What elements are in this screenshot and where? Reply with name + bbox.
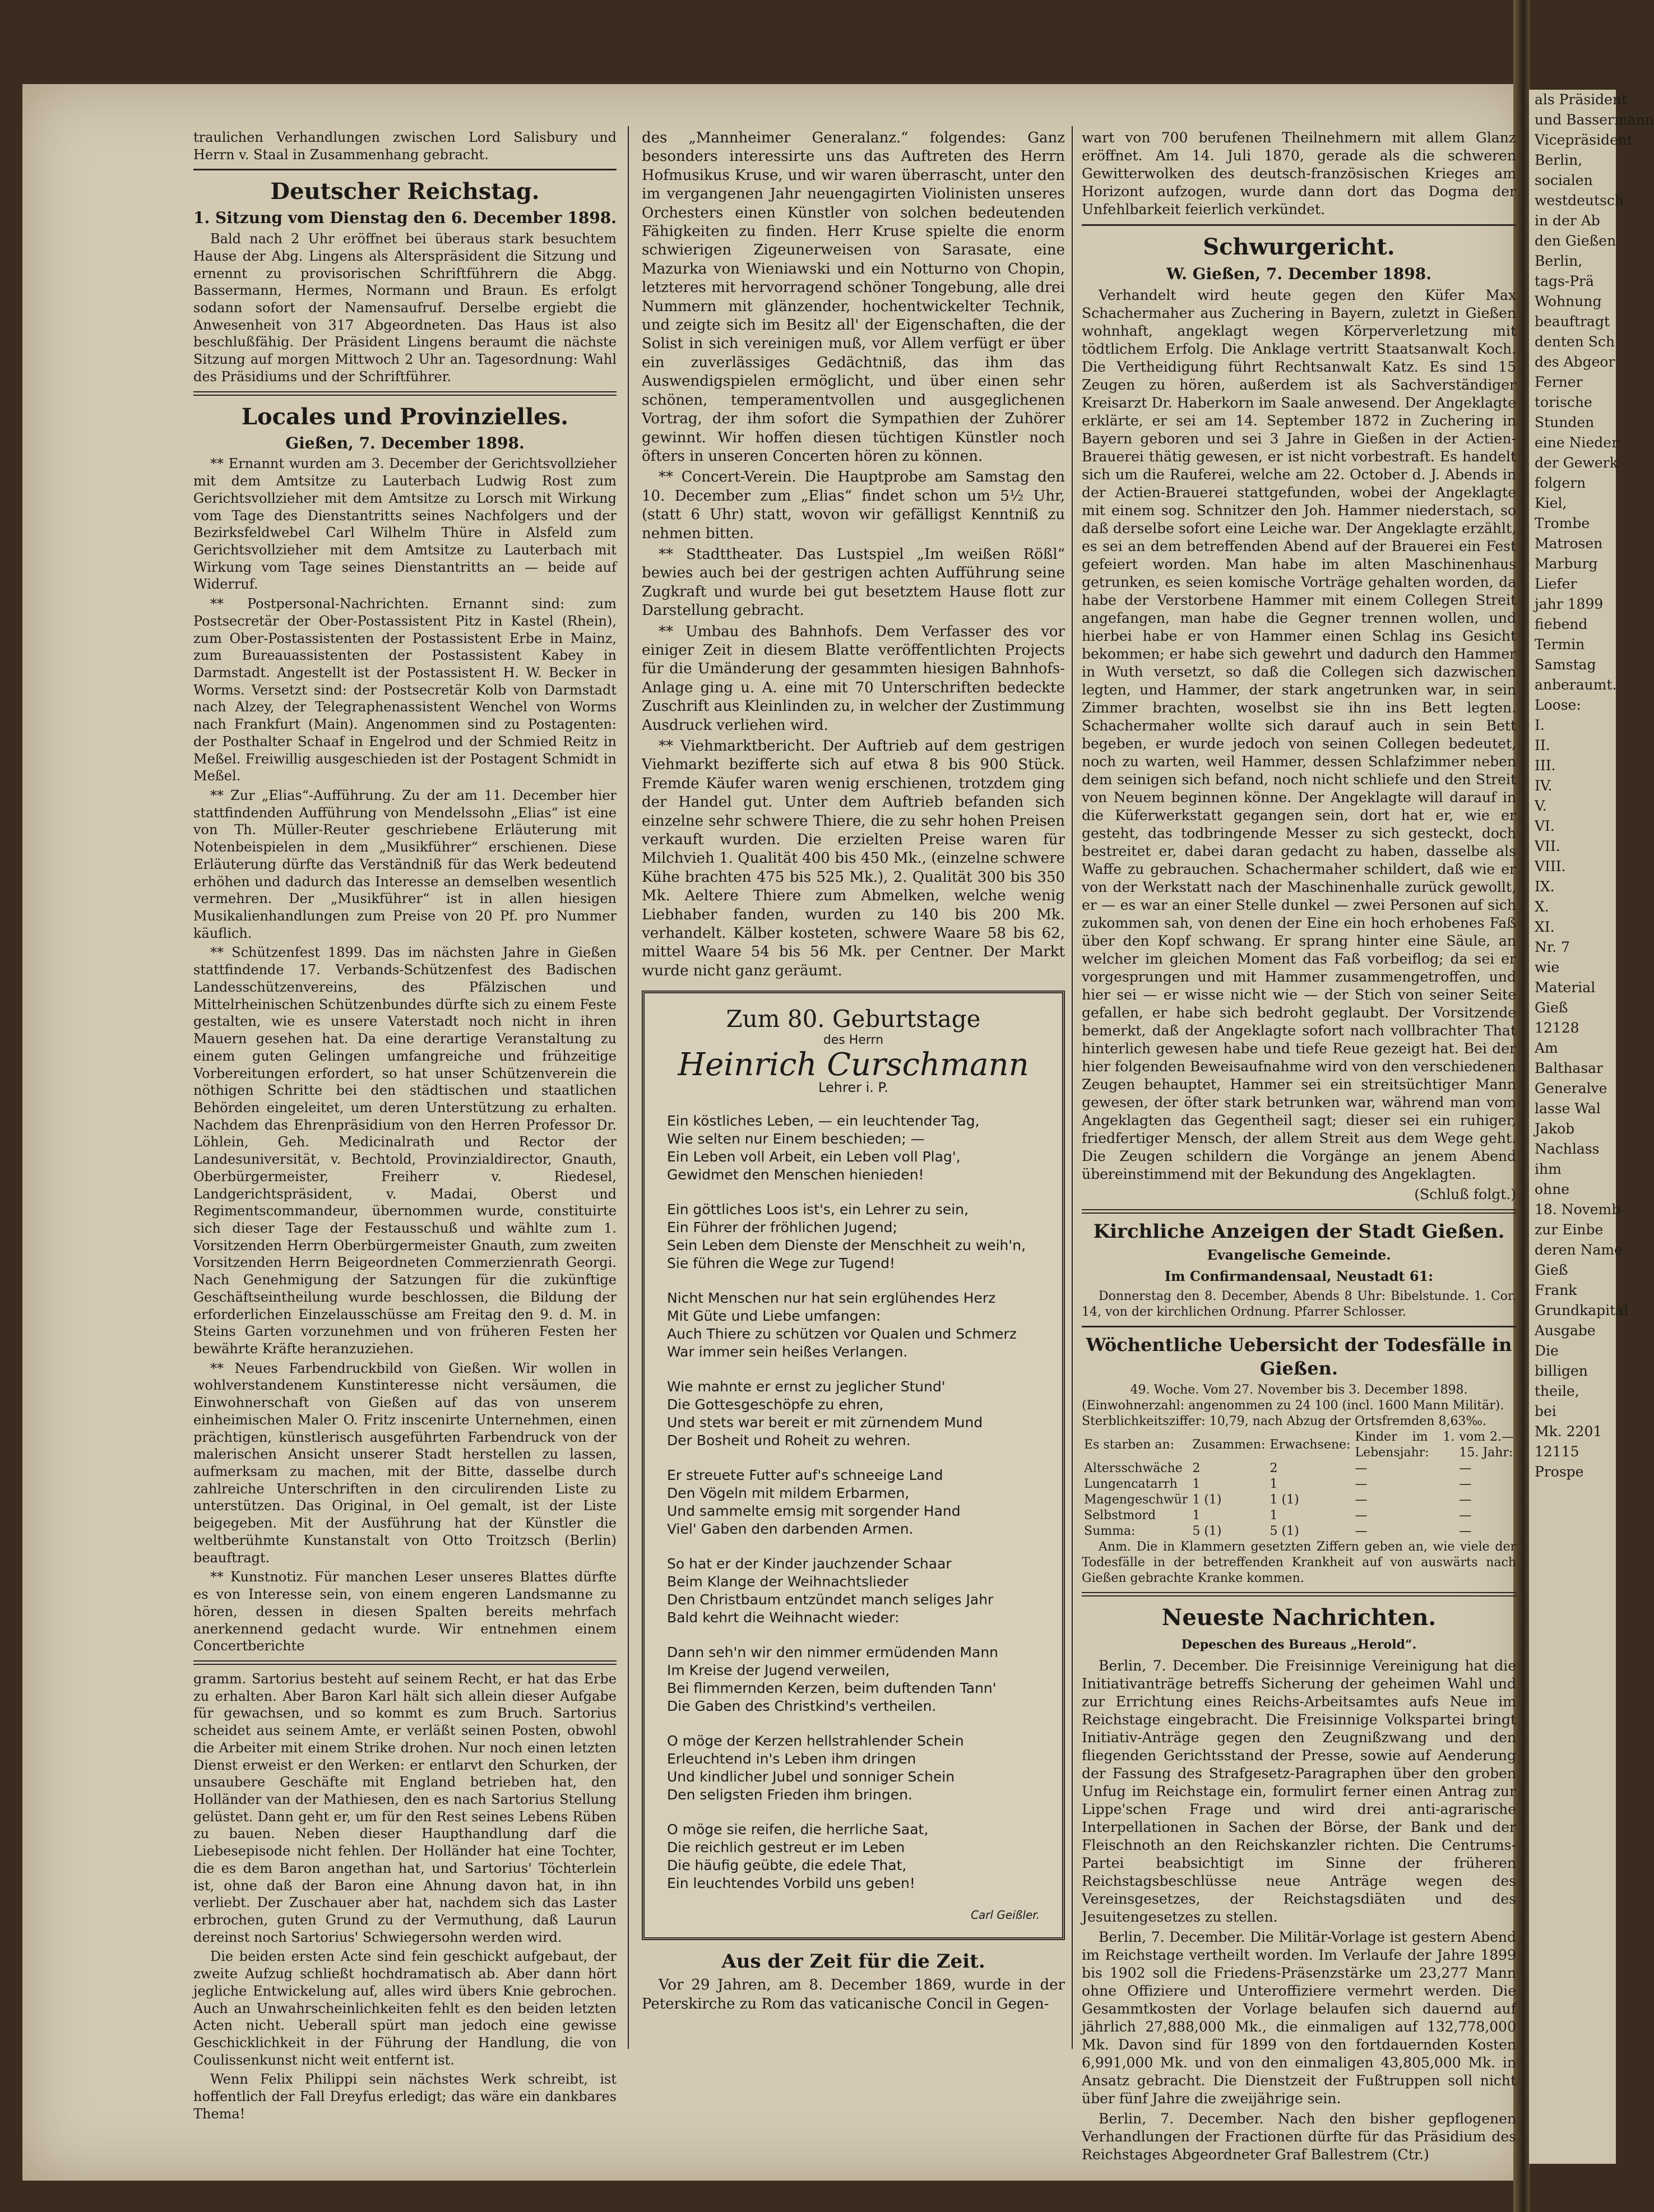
poem-line: Wie mahnte er ernst zu jeglicher Stund' bbox=[667, 1378, 946, 1395]
poem-line: O möge der Kerzen hellstrahlender Schein bbox=[667, 1733, 964, 1750]
column-rule bbox=[1072, 126, 1073, 2049]
table-cell: — bbox=[1459, 1461, 1472, 1475]
column-1 bbox=[193, 129, 617, 2125]
intro-text: traulichen Verhandlungen zwischen Lord Salisbury und Herrn v. Staal in Zusammenhang gebracht. bbox=[193, 129, 617, 163]
table-cell: — bbox=[1355, 1508, 1368, 1523]
adjacent-page-line: Ausgabe bbox=[1535, 1322, 1596, 1339]
adjacent-page-line: ihm bbox=[1535, 1161, 1562, 1177]
adjacent-page-line: 12115 bbox=[1535, 1443, 1579, 1460]
adjacent-page-line: Am bbox=[1535, 1040, 1558, 1056]
adjacent-page-line: Mk. 2201 bbox=[1535, 1423, 1602, 1440]
adjacent-page-line: bei bbox=[1535, 1403, 1556, 1419]
poem-line: Erleuchtend in's Leben ihm dringen bbox=[667, 1751, 916, 1767]
poem-title: Zum 80. Geburtstage bbox=[726, 1005, 981, 1033]
poem-line: Ein leuchtendes Vorbild uns geben! bbox=[667, 1875, 915, 1892]
adjacent-page-line: Gieß bbox=[1535, 999, 1568, 1016]
poem-line: Den Christbaum entzündet manch seliges Jahr bbox=[667, 1591, 994, 1608]
neueste-heading: Neueste Nachrichten. bbox=[1161, 1604, 1437, 1631]
poem-line: So hat er der Kinder jauchzender Schaar bbox=[667, 1556, 952, 1572]
kirche-sub2: Im Confirmandensaal, Neustadt 61: bbox=[1164, 1268, 1434, 1284]
divider bbox=[193, 391, 617, 396]
table-cell: — bbox=[1459, 1493, 1472, 1507]
todesfaelle-week: 49. Woche. Vom 27. November bis 3. December 1898. bbox=[1130, 1383, 1468, 1397]
adjacent-page-line: den Gießen bbox=[1535, 233, 1616, 249]
poem-stanzas bbox=[667, 1112, 1040, 1892]
poem-line: Ein Leben voll Arbeit, ein Leben voll Plag', bbox=[667, 1149, 961, 1165]
table-cell: 1 bbox=[1192, 1477, 1201, 1491]
adjacent-page-line: Berlin, bbox=[1535, 152, 1583, 168]
locales-paragraph: ** Neues Farbendruckbild von Gießen. Wir wollen in wohlverstandenem Kunstinteresse nicht versäumen, die Einwohnerschaft von Gießen auf das von unserem einheimischen Maler O. Fritz inscenirte Unternehmen, einen prächtigen, künstlerisch ausgeführten Farbendruck von der malerischen Ansicht unserer Stadt herstellen zu lassen, aufmerksam zu machen, mit der Bitte, dasselbe durch zahlreiche Unterschriften in den circulirenden Liste zu unterstützen. Das Original, in Oel gemalt, ist der Liste beigegeben. Mit der Ausführung hat der Künstler die weltberühmte Kunstanstalt von Otto Troitzsch (Berlin) beauftragt. bbox=[193, 1360, 617, 1566]
intro-text: wart von 700 berufenen Theilnehmern mit allem Glanz eröffnet. Am 14. Juli 1870, gerade als die schweren Gewitterwolken des deutsch-französischen Krieges am Horizont aufzogen, wurde dann dort das Dogma der Unfehlbarkeit feierlich verkündet. bbox=[1082, 129, 1516, 218]
adjacent-page-edge bbox=[1529, 90, 1654, 2164]
poem-line: Wie selten nur Einem beschieden; — bbox=[667, 1131, 925, 1147]
adjacent-page-line: Nachlass bbox=[1535, 1141, 1600, 1157]
poem-line: Der Bosheit und Roheit zu wehren. bbox=[667, 1432, 911, 1449]
todesfaelle-population: (Einwohnerzahl: angenommen zu 24 100 (incl. 1600 Mann Militär). bbox=[1082, 1399, 1504, 1413]
poem-author: Carl Geißler. bbox=[971, 1908, 1040, 1922]
poem-stanza bbox=[667, 1378, 1040, 1450]
divider bbox=[1082, 224, 1516, 226]
adjacent-page-line: IV. bbox=[1535, 778, 1553, 794]
adjacent-page-line: lasse Wal bbox=[1535, 1100, 1601, 1117]
table-cell: 2 bbox=[1192, 1461, 1201, 1475]
poem-line: Auch Thiere zu schützen vor Qualen und Schmerz bbox=[667, 1326, 1017, 1343]
adjacent-page-line: Ferner bbox=[1535, 374, 1583, 390]
adjacent-page-line: denten Sch bbox=[1535, 334, 1615, 350]
adjacent-page-line: Jakob bbox=[1535, 1121, 1575, 1137]
adjacent-page-line: Frank bbox=[1535, 1282, 1577, 1298]
news-paragraph: ** Stadttheater. Das Lustspiel „Im weißen Rößl“ bewies auch bei der gestrigen achten Aufführung seine Zugkraft und wurde bei gut besetztem Hause flott zur Darstellung gebracht. bbox=[642, 545, 1065, 619]
feuilleton-paragraph: Wenn Felix Philippi sein nächstes Werk schreibt, ist hoffentlich der Fall Dreyfus erledigt; das wäre ein dankbares Thema! bbox=[193, 2071, 617, 2122]
adjacent-page-line: tags-Prä bbox=[1535, 273, 1594, 289]
news-paragraph: ** Umbau des Bahnhofs. Dem Verfasser des vor einiger Zeit in diesem Blatte veröffentlichten Projects für die Umänderung der gesammten hiesigen Bahnhofs-Anlage ging u. A. eine mit 70 Unterschriften bedeckte Zuschrift aus Kleinlinden zu, in welcher der Zustimmung Ausdruck verliehen wird. bbox=[642, 623, 1065, 734]
zeit-heading: Aus der Zeit für die Zeit. bbox=[721, 1950, 985, 1973]
kirche-heading: Kirchliche Anzeigen der Stadt Gießen. bbox=[1093, 1220, 1505, 1243]
adjacent-page-line: II. bbox=[1535, 737, 1550, 753]
todesfaelle-rate: Sterblichkeitsziffer: 10,79, nach Abzug der Ortsfremden 8,63‰. bbox=[1082, 1414, 1486, 1428]
adjacent-page-line: zur Einbe bbox=[1535, 1221, 1604, 1238]
poem-line: War immer sein heißes Verlangen. bbox=[667, 1344, 908, 1360]
adjacent-page-line: als Präsident bbox=[1535, 91, 1628, 108]
adjacent-page-line: in der Ab bbox=[1535, 212, 1600, 229]
table-cell: Altersschwäche bbox=[1084, 1461, 1183, 1475]
table-cell: Selbstmord bbox=[1084, 1508, 1156, 1523]
feuilleton-divider bbox=[193, 1660, 617, 1665]
poem-line: Sein Leben dem Dienste der Menschheit zu weih'n, bbox=[667, 1237, 1026, 1254]
table-row bbox=[1082, 1524, 1516, 1539]
table-cell: — bbox=[1459, 1524, 1472, 1538]
table-row bbox=[1082, 1461, 1516, 1477]
table-header-cell: Kinder im 1. Lebensjahr: bbox=[1355, 1430, 1455, 1460]
table-row bbox=[1082, 1508, 1516, 1524]
adjacent-page-line: Wohnung bbox=[1535, 293, 1602, 309]
continued-note: (Schluß folgt.) bbox=[1414, 1186, 1516, 1202]
adjacent-page-line: ohne bbox=[1535, 1181, 1570, 1197]
poem-line: Ein Führer der fröhlichen Jugend; bbox=[667, 1219, 897, 1236]
schwurgericht-dateline: W. Gießen, 7. December 1898. bbox=[1166, 265, 1432, 283]
adjacent-page-line: VI. bbox=[1535, 818, 1555, 834]
poem-line: Den Vögeln mit mildem Erbarmen, bbox=[667, 1485, 910, 1502]
table-header-cell: vom 2.—15. Jahr: bbox=[1459, 1430, 1514, 1460]
table-row bbox=[1082, 1492, 1516, 1508]
adjacent-page-line: Nr. 7 bbox=[1535, 939, 1570, 955]
adjacent-page-line: Generalve bbox=[1535, 1080, 1607, 1096]
poem-stanza bbox=[667, 1644, 1040, 1715]
poem-stanza bbox=[667, 1821, 1040, 1892]
schwurgericht-text: Verhandelt wird heute gegen den Küfer Max Schachermaher aus Zuchering in Bayern, zuletzt in Gießen wohnhaft, angeklagt wegen Körperverletzung mit tödtlichem Erfolg. Die Anklage vertritt Staatsanwalt Koch. Die Vertheidigung führt Rechtsanwalt Katz. Es sind 15 Zeugen zu hören, außerdem ist als Sachverständiger Kreisarzt Dr. Haberkorn im Saale anwesend. Der Angeklagte erklärte, er sei am 14. September 1872 in Zuchering in Bayern geboren und sei 3 Jahre in Gießen in der Actien-Brauerei thätig gewesen, er ist nicht vorbestraft. Es handelt sich um die Rauferei, welche am 22. October d. J. Abends in der Actien-Brauerei stattgefunden, wobei der Angeklagte mit einem sog. Schnitzer den Joh. Hammer niederstach, so daß derselbe sofort eine Leiche war. Der Angeklagte erzählt, es sei an dem betreffenden Abend auf der Brauerei ein Fest gefeiert worden. Man habe im alten Maschinenhaus getrunken, es seien komische Vorträge gehalten worden, da habe der Verstorbene Hammer mit einem Collegen Streit angefangen, man habe die Gegner trennen wollen, und hierbei habe er von Hammer einen Schlag ins Gesicht bekommen; er habe sich gewehrt und dadurch den Hammer in Wuth versetzt, so daß die Collegen sich dazwischen legten, und Hammer, der stark angetrunken war, in sein Zimmer brachten, woselbst sie ihn ins Bett legten. Schachermaher wollte sich darauf auch in sein Bett begeben, er wurde jedoch von seinen Collegen bedeutet, noch zu warten, weil Hammer, dessen Schlafzimmer neben dem seinigen sich befand, noch nicht schliefe und den Streit von Neuem beginnen könne. Der Angeklagte will darauf in die Küferwerkstatt gegangen sein, dort hat er, wie er gesteht, das todbringende Messer zu sich gesteckt, doch bestreitet er, dabei daran gedacht zu haben, dasselbe als Waffe zu gebrauchen. Schachermaher schildert, daß wie er von der Werkstatt nach der Maschinenhalle zurück gewollt, er — es war an einer Stelle dunkel — zwei Personen auf sich zukommen sah, von denen der Eine ein hoch erhobenes Faß über den Kopf schwang. Er sprang hinter eine Säule, an welcher im gleichen Moment das Faß vorbeiflog; da sei er vorgesprungen und mit Hammer zusammengetroffen, und hier sei — er wisse nicht wie — der Stich von seiner Seite gefallen, er habe sich bedroht geglaubt. Der Vorsitzende bemerkt, daß der Angeklagte sofort nach vollbrachter That hinterlich gewesen habe und tiefe Reue gezeigt hat. Bei der hier folgenden Beweisaufnahme wird von den verschiedenen Zeugen behauptet, Hammer sei ein streitsüchtiger Mann gewesen, der öfter stark betrunken war, während man vom Angeklagten das Gegentheil sagt; dieser sei ein ruhiger, friedfertiger Mensch, der allem Streit aus dem Wege geht. Die Zeugen schildern die Vorgänge an jenem Abend übereinstimmend mit der Bekundung des Angeklagten. bbox=[1082, 287, 1516, 1182]
adjacent-page-line: und Bassermann bbox=[1535, 112, 1654, 128]
adjacent-page-line: fiebend bbox=[1535, 616, 1588, 632]
locales-heading: Locales und Provinzielles. bbox=[241, 403, 569, 430]
adjacent-page-line: Liefer bbox=[1535, 576, 1577, 592]
poem-stanza bbox=[667, 1289, 1040, 1361]
column-3 bbox=[1082, 129, 1516, 2166]
table-cell: — bbox=[1355, 1493, 1368, 1507]
schwurgericht-heading: Schwurgericht. bbox=[1203, 234, 1395, 260]
adjacent-page-line: folgern bbox=[1535, 475, 1586, 491]
adjacent-page-line: Die bbox=[1535, 1343, 1559, 1359]
poem-stanza bbox=[667, 1112, 1040, 1184]
poem-line: Beim Klange der Weihnachtslieder bbox=[667, 1574, 909, 1590]
poem-line: Im Kreise der Jugend verweilen, bbox=[667, 1662, 890, 1679]
table-cell: Lungencatarrh bbox=[1084, 1477, 1178, 1491]
divider bbox=[1082, 1326, 1516, 1327]
table-header-row bbox=[1082, 1429, 1516, 1461]
adjacent-page-line: anberaumt. bbox=[1535, 677, 1617, 693]
table-cell: — bbox=[1355, 1461, 1368, 1475]
kirche-text: Donnerstag den 8. December, Abends 8 Uhr: Bibelstunde. 1. Cor. 14, von der kirchlichen Ordnung. Pfarrer Schlosser. bbox=[1082, 1289, 1516, 1319]
table-cell: Magengeschwür bbox=[1084, 1493, 1188, 1507]
poem-line: Bei flimmernden Kerzen, beim duftenden Tann' bbox=[667, 1680, 997, 1697]
table-cell: 1 (1) bbox=[1270, 1493, 1299, 1507]
poem-honoree-title: Lehrer i. P. bbox=[818, 1080, 888, 1096]
feuilleton-paragraph: Die beiden ersten Acte sind fein geschickt aufgebaut, der zweite Aufzug schließt hochdramatisch ab. Aber dann hört jegliche Entwickelung auf, alles wird übers Knie gebrochen. Auch an Unwahrscheinlichkeiten fehlt es den beiden letzten Acten nicht. Ueberall spürt man jedoch eine gewisse Geschicklichkeit in der Führung der Handlung, die von Coulissenkunst nicht weit entfernt ist. bbox=[193, 1949, 617, 2068]
table-cell: 1 bbox=[1270, 1477, 1278, 1491]
divider bbox=[1082, 1592, 1516, 1596]
adjacent-page-line: 12128 bbox=[1535, 1020, 1579, 1036]
table-cell: — bbox=[1459, 1508, 1472, 1523]
poem-line: Den seligsten Frieden ihm bringen. bbox=[667, 1787, 912, 1803]
adjacent-page-line: IX. bbox=[1535, 878, 1555, 895]
adjacent-page-line: 18. Novemb bbox=[1535, 1201, 1621, 1218]
table-cell: 1 bbox=[1192, 1508, 1201, 1523]
adjacent-page-line: Loose: bbox=[1535, 697, 1581, 713]
table-cell: — bbox=[1355, 1524, 1368, 1538]
adjacent-page-line: des Abgeor bbox=[1535, 354, 1615, 370]
poem-line: Bald kehrt die Weihnacht wieder: bbox=[667, 1609, 900, 1626]
poem-stanza bbox=[667, 1555, 1040, 1627]
poem-line: Mit Güte und Liebe umfangen: bbox=[667, 1308, 881, 1325]
poem-line: Und kindlicher Jubel und sonniger Schein bbox=[667, 1769, 955, 1785]
poem-line: Die häufig geübte, die edele That, bbox=[667, 1857, 907, 1874]
poem-line: Viel' Gaben den darbenden Armen. bbox=[667, 1521, 914, 1538]
poem-honoree-name: Heinrich Curschmann bbox=[678, 1047, 1029, 1084]
reichstag-subtitle: 1. Sitzung vom Dienstag den 6. December 1898. bbox=[193, 209, 617, 228]
poem-line: Die reichlich gestreut er im Leben bbox=[667, 1839, 905, 1856]
poem-line: Ein köstliches Leben, — ein leuchtender Tag, bbox=[667, 1113, 980, 1130]
adjacent-page-line: VII. bbox=[1535, 838, 1560, 854]
table-cell: Summa: bbox=[1084, 1524, 1136, 1538]
adjacent-page-line: Balthasar bbox=[1535, 1060, 1604, 1076]
adjacent-page-line: beauftragt bbox=[1535, 313, 1610, 330]
todesfaelle-heading: Wöchentliche Uebersicht der Todesfälle in Gießen. bbox=[1086, 1334, 1512, 1379]
poem-line: Gewidmet den Menschen hienieden! bbox=[667, 1167, 924, 1183]
adjacent-page-line: wie bbox=[1535, 959, 1560, 975]
poem-stanza bbox=[667, 1466, 1040, 1538]
adjacent-page-line: Grundkapital bbox=[1535, 1302, 1629, 1318]
birthday-poem-box bbox=[642, 991, 1065, 1940]
adjacent-page-line: Gieß bbox=[1535, 1262, 1568, 1278]
reichstag-heading: Deutscher Reichstag. bbox=[270, 178, 540, 205]
poem-line: Und stets war bereit er mit zürnendem Mund bbox=[667, 1414, 983, 1431]
adjacent-page-line: socialen bbox=[1535, 172, 1593, 188]
adjacent-page-line: Matrosen bbox=[1535, 535, 1603, 552]
poem-stanza bbox=[667, 1732, 1040, 1804]
poem-line: O möge sie reifen, die herrliche Saat, bbox=[667, 1821, 929, 1838]
neueste-sub: Depeschen des Bureaus „Herold“. bbox=[1181, 1637, 1417, 1652]
adjacent-page-line: V. bbox=[1535, 798, 1547, 814]
news-paragraph: ** Viehmarktbericht. Der Auftrieb auf dem gestrigen Viehmarkt bezifferte sich auf etwa 8 bis 900 Stück. Fremde Käufer waren wenig erschienen, trotzdem ging der Handel gut. Unter dem Auftrieb befanden sich einzelne sehr schwere Thiere, die zu sehr hohen Preisen verkauft wurden. Die erzielten Preise waren für Milchvieh 1. Qualität 400 bis 450 Mk., (einzelne schwere Kühe brachten 475 bis 525 Mk.), 2. Qualität 300 bis 350 Mk. Aeltere Thiere zum Abmelken, welche wenig Liebhaber fanden, wurden zu 140 bis 200 Mk. verhandelt. Kälber kosteten, schwere Waare 58 bis 62, mittel Waare 54 bis 56 Mk. per Centner. Der Markt wurde nicht ganz geräumt. bbox=[642, 738, 1065, 979]
death-statistics-table bbox=[1082, 1429, 1516, 1539]
todesfaelle-note: Anm. Die in Klammern gesetzten Ziffern geben an, wie viele der Todesfälle in der betreffenden Krankheit auf von auswärts nach Gießen gebrachte Kranke kommen. bbox=[1082, 1540, 1516, 1585]
column-rule bbox=[628, 126, 629, 2049]
adjacent-page-line: VIII. bbox=[1535, 858, 1566, 874]
kirche-sub1: Evangelische Gemeinde. bbox=[1207, 1247, 1391, 1263]
adjacent-page-line: Material bbox=[1535, 979, 1596, 996]
adjacent-page-line: Stunden bbox=[1535, 414, 1595, 431]
adjacent-page-line: Kiel, bbox=[1535, 495, 1567, 511]
reichstag-text: Bald nach 2 Uhr eröffnet bei überaus stark besuchtem Hause der Abg. Lingens als Alterspräsident die Sitzung und ernennt zu provisorischen Schriftführern die Abgg. Bassermann, Hermes, Normann und Braun. Es erfolgt sodann sofort der Namensaufruf. Derselbe ergiebt die Anwesenheit von 317 Abgeordneten. Das Haus ist also beschlußfähig. Der Präsident Lingens beraumt die nächste Sitzung auf morgen Mittwoch 2 Uhr an. Tagesordnung: Wahl des Präsidiums und der Schriftführer. bbox=[193, 231, 617, 385]
poem-des: des Herrn bbox=[823, 1033, 884, 1048]
locales-paragraph: ** Zur „Elias“-Aufführung. Zu der am 11. December hier stattfindenden Aufführung von Mendelssohn „Elias“ ist eine von Th. Müller-Reuter geschriebene Erläuterung mit Notenbeispielen in dem „Musikführer“ erschienen. Diese Erläuterung dürfte das Verständniß für das Werk bedeutend erhöhen und dadurch das Interesse an demselben wesentlich vermehren. Der „Musikführer“ ist in allen hiesigen Musikalienhandlungen zum Preise von 20 Pf. pro Nummer käuflich. bbox=[193, 788, 617, 941]
news-paragraph: des „Mannheimer Generalanz.“ folgendes: Ganz besonders interessirte uns das Auftreten des Herrn Hofmusikus Kruse, und wir waren überrascht, unter den im vergangenen Jahr neuengagirten Violinisten unseres Orchesters einen Künstler von solchen bedeutenden Fähigkeiten zu finden. Herr Kruse spielte die enorm schwierigen Zigeunerweisen von Sarasate, eine Mazurka von Wieniawski und ein Notturno von Chopin, letzteres mit hervorragend schöner Tongebung, alle drei Nummern mit glänzender, hochentwickelter Technik, und zeigte sich im Besitz all' der Eigenschaften, die der Solist in sich vereinigen muß, vor Allem verfügt er über ein zuverlässiges Gedächtniß, das ihm das Auswendigspielen ermöglicht, und über einen sehr schönen, temperamentvollen und ausgeglichenen Vortrag, der ihm sofort die Sympathien der Zuhörer gewinnt. Wir hoffen diesen tüchtigen Künstler noch öfters in unseren Concerten hören zu können. bbox=[642, 129, 1065, 465]
poem-line: Er streuete Futter auf's schneeige Land bbox=[667, 1467, 943, 1484]
column-2 bbox=[642, 129, 1065, 2016]
adjacent-page-line: X. bbox=[1535, 899, 1549, 915]
table-cell: 5 (1) bbox=[1192, 1524, 1222, 1538]
divider bbox=[193, 169, 617, 170]
table-cell: 2 bbox=[1270, 1461, 1278, 1475]
neueste-paragraph: Berlin, 7. December. Die Militär-Vorlage ist gestern Abend im Reichstage vertheilt worden. Im Verlaufe der Jahre 1899 bis 1902 soll die Friedens-Präsenzstärke um 23,277 Mann ohne Offiziere und Unteroffiziere vermehrt werden. Die Gesammtkosten der Vorlage belaufen sich dauernd auf jährlich 27,888,000 Mk., die einmaligen auf 132,778,000 Mk. Davon sind für 1899 von den fortdauernden Kosten 6,991,000 Mk. und von den einmaligen 43,805,000 Mk. in Ansatz gebracht. Die Dienstzeit der Fußtruppen soll nicht über fünf Jahre die zweijährige sein. bbox=[1082, 1929, 1516, 2107]
adjacent-page-line: Vicepräsident bbox=[1535, 132, 1633, 148]
poem-stanza bbox=[667, 1201, 1040, 1272]
poem-line: Und sammelte emsig mit sorgender Hand bbox=[667, 1503, 961, 1520]
adjacent-page-line: Berlin, bbox=[1535, 253, 1583, 269]
table-cell: 5 (1) bbox=[1270, 1524, 1299, 1538]
table-cell: 1 bbox=[1270, 1508, 1278, 1523]
adjacent-page-line: westdeutsch bbox=[1535, 192, 1624, 209]
locales-paragraph: ** Ernannt wurden am 3. December der Gerichtsvollzieher mit dem Amtsitze zu Lauterbach Ludwig Rost zum Gerichtsvollzieher mit dem Amtsitze zu Lorsch mit Wirkung vom Tage des Dienstantritts seines Nachfolgers und der Bezirksfeldwebel Carl Wilhelm Thüre in Alsfeld zum Gerichtsvollzieher mit dem Amtsitze zu Lauterbach mit Wirkung vom Tage seines Dienstantritts an — beide auf Widerruf. bbox=[193, 456, 617, 593]
table-header-cell: Es starben an: bbox=[1084, 1438, 1175, 1452]
divider bbox=[1082, 1209, 1516, 1214]
poem-line: Sie führen die Wege zur Tugend! bbox=[667, 1255, 896, 1272]
locales-dateline: Gießen, 7. December 1898. bbox=[285, 433, 525, 452]
adjacent-page-line: deren Name bbox=[1535, 1242, 1623, 1258]
zeit-text: Vor 29 Jahren, am 8. December 1869, wurde in der Peterskirche zu Rom das vaticanische Concil in Gegen- bbox=[642, 1977, 1065, 2012]
adjacent-page-line: der Gewerk bbox=[1535, 455, 1618, 471]
table-cell: — bbox=[1355, 1477, 1368, 1491]
table-header-cell: Erwachsene: bbox=[1270, 1438, 1351, 1452]
adjacent-page-line: III. bbox=[1535, 757, 1556, 774]
poem-line: Die Gottesgeschöpfe zu ehren, bbox=[667, 1396, 884, 1413]
adjacent-page-line: XI. bbox=[1535, 919, 1555, 935]
adjacent-page-line: eine Nieder bbox=[1535, 434, 1619, 451]
adjacent-page-line: theile, bbox=[1535, 1383, 1579, 1399]
adjacent-page-line: Samstag bbox=[1535, 656, 1596, 673]
table-cell: 1 (1) bbox=[1192, 1493, 1222, 1507]
adjacent-page-line: torische bbox=[1535, 394, 1592, 410]
locales-paragraph: ** Postpersonal-Nachrichten. Ernannt sind: zum Postsecretär der Ober-Postassistent Pitz in Kastel (Rhein), zum Ober-Postassistenten der Postassistent Erbe in Mainz, zum Bureauassistenten der Postassistent Kabey in Darmstadt. Angestellt ist der Postassistent H. W. Becker in Worms. Versetzt sind: der Postsecretär Kolb von Darmstadt nach Alzey, der Telegraphenassistent Wenchel von Worms nach Frankfurt (Main). Angenommen sind zu Postagenten: der Posthalter Schaaf in Engelrod und der Schmied Reitz in Meßel. Freiwillig ausgeschieden ist der Postagent Schmidt in Meßel. bbox=[193, 596, 617, 784]
adjacent-page-line: billigen bbox=[1535, 1363, 1588, 1379]
adjacent-page-line: Marburg bbox=[1535, 556, 1598, 572]
adjacent-page-line: I. bbox=[1535, 717, 1545, 733]
adjacent-page-line: Trombe bbox=[1535, 515, 1590, 531]
poem-line: Die Gaben des Christkind's vertheilen. bbox=[667, 1698, 937, 1715]
table-cell: — bbox=[1459, 1477, 1472, 1491]
adjacent-page-line: Termin bbox=[1535, 636, 1585, 653]
feuilleton-paragraph: gramm. Sartorius besteht auf seinem Recht, er hat das Erbe zu erhalten. Aber Baron Karl hält sich allein dieser Aufgabe für gewachsen, und so kommt es zum Bruch. Sartorius scheidet aus seinem Amte, er verläßt seinen Posten, obwohl die Arbeiter mit einem Strike drohen. Nur noch einen letzten Dienst erweist er den Werken: er entlarvt den Schurken, der unsaubere Geschäfte mit England betrieben hat, den Holländer van der Mathiesen, den es nach Sartorius Stellung gelüstet. Dann geht er, um für den Rest seines Lebens Rüben zu bauen. Neben dieser Haupthandlung darf die Liebesepisode nicht fehlen. Der Holländer hat eine Tochter, die es dem Baron angethan hat, und Sartorius' Töchterlein ist, ohne daß der Baron eine Ahnung davon hat, in ihn verliebt. Der Zuschauer aber hat, nachdem sich das Laster erbrochen, guten Grund zu der Vermuthung, daß Laurun dereinst noch Sartorius' Schwiegersohn werden wird. bbox=[193, 1670, 617, 1945]
poem-line: Dann seh'n wir den nimmer ermüdenden Mann bbox=[667, 1644, 999, 1661]
poem-line: Nicht Menschen nur hat sein erglühendes Herz bbox=[667, 1290, 996, 1307]
poem-line: Ein göttliches Loos ist's, ein Lehrer zu sein, bbox=[667, 1201, 969, 1218]
table-row bbox=[1082, 1477, 1516, 1492]
table-header-cell: Zusammen: bbox=[1192, 1438, 1266, 1452]
news-paragraph: ** Concert-Verein. Die Hauptprobe am Samstag den 10. December zum „Elias“ findet schon um 5½ Uhr, (statt 6 Uhr) statt, wovon wir gefälligst Kenntniß zu nehmen bitten. bbox=[642, 469, 1065, 542]
adjacent-page-line: jahr 1899 bbox=[1535, 596, 1604, 612]
neueste-paragraph: Berlin, 7. December. Die Freisinnige Vereinigung hat die Initiativanträge betreffs Sicherung der geheimen Wahl und zur Errichtung eines Reichs-Arbeitsamtes aufs Neue im Reichstage eingebracht. Die Freisinnige Volkspartei bringt Initiativ-Anträge gegen den Zeugnißzwang und den fliegenden Gerichtsstand der Presse, sowie auf Aenderung der Fassung des Strafgesetz-Paragraphen über den groben Unfug im Reichstage ein, formulirt ferner einen Antrag zur Lippe'schen Frage und wird drei anti-agrarische Interpellationen in Sachen der Börse, der Bank und der Fleischnoth an den Reichskanzler richten. Die Centrums-Partei beabsichtigt im Sinne der früheren Reichstagsbeschlüsse neue Anträge wegen des Vereinsgesetzes, der Reichstagsdiäten und des Jesuitengesetzes zu stellen. bbox=[1082, 1658, 1516, 1925]
neueste-paragraph: Berlin, 7. December. Nach den bisher gepflogenen Verhandlungen der Fractionen dürfte für das Präsidium des Reichstages Abgeordneter Graf Ballestrem (Ctr.) bbox=[1082, 2111, 1516, 2163]
locales-paragraph: ** Schützenfest 1899. Das im nächsten Jahre in Gießen stattfindende 17. Verbands-Schützenfest des Badischen Landesschützenvereins, des Pfälzischen und Mittelrheinischen Schützenbundes dürfte sich zu einem Feste gestalten, wie es unsere Vaterstadt noch nicht in ihren Mauern gesehen hat. Da eine derartige Veranstaltung zu einem guten Gelingen umfangreiche und frühzeitige Vorbereitungen erfordert, so hat unser Schützenverein die nöthigen Schritte bei den städtischen und staatlichen Behörden eingeleitet, um deren Unterstützung zu erhalten. Nachdem das Ehrenpräsidium von den Herren Professor Dr. Löhlein, Geh. Medicinalrath und Rector der Landesuniversität, v. Bechtold, Provinzialdirector, Gnauth, Oberbürgermeister, Freiherr v. Riedesel, Landgerichtspräsident, v. Madai, Oberst und Regimentscommandeur, übernommen wurde, constituirte sich dieser Tage der Festausschuß und wählte zum 1. Vorsitzenden Herrn Oberbürgermeister Gnauth, zum zweiten Vorsitzenden Herrn Beigeordneten Commerzienrath Georgi. Nach Genehmigung der Satzungen für die zukünftige Geschäftseintheilung wurde beschlossen, die Bildung der erforderlichen Einzelausschüsse am Freitag den 9. d. M. in Steins Garten vorzunehmen und von früheren Festen her bewährte Kräfte heranzuziehen. bbox=[193, 945, 617, 1357]
locales-paragraph: ** Kunstnotiz. Für manchen Leser unseres Blattes dürfte es von Interesse sein, von einem engeren Landsmanne zu hören, dessen in diesen Spalten bereits mehrfach anerkennend gedacht wurde. Wir entnehmen einem Concertberichte bbox=[193, 1569, 617, 1654]
adjacent-page-line: Prospe bbox=[1535, 1464, 1584, 1480]
